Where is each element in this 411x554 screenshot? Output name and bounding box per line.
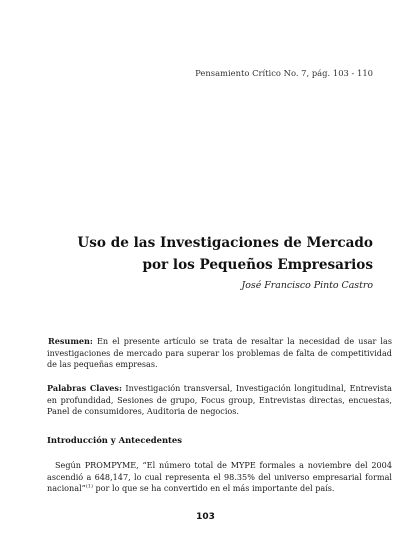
keywords-paragraph <box>47 383 392 418</box>
abstract-text: En el presente artículo se trata de resaltar la necesidad de usar las investigaciones de mercado para superar los problemas de falta de competitividad de las pequeñas empresas. <box>47 336 392 370</box>
footnote-marker: (1) <box>85 483 93 490</box>
abstract-paragraph <box>47 336 392 371</box>
title-line-1: Uso de las Investigaciones de Mercado <box>77 235 373 251</box>
title-line-2: por los Pequeños Empresarios <box>142 257 373 273</box>
article-title <box>43 232 373 276</box>
body-paragraph <box>47 460 392 495</box>
page-number: 103 <box>196 512 215 522</box>
paragraph-end: por lo que se ha convertido en el más importante del país. <box>92 483 335 494</box>
keywords-text: Investigación transversal, Investigación longitudinal, Entrevista en profundidad, Sesiones de grupo, Focus group, Entrevistas directas, encuestas, Panel de consumidores, Auditoria de negocios. <box>47 383 392 417</box>
abstract-label: Resumen: <box>48 336 93 346</box>
paragraph-start: Según PROMPYME, “El número total de MYPE formales a noviembre del 2004 ascendió a 648,147, lo cual representa el 98.35% del universo empresarial formal nacional” <box>47 460 392 494</box>
keywords-label: Palabras Claves: <box>47 383 122 393</box>
section-heading: Introducción y Antecedentes <box>47 435 182 445</box>
running-head: Pensamiento Crítico No. 7, pág. 103 - 110 <box>195 68 373 78</box>
author-name: José Francisco Pinto Castro <box>241 280 373 291</box>
